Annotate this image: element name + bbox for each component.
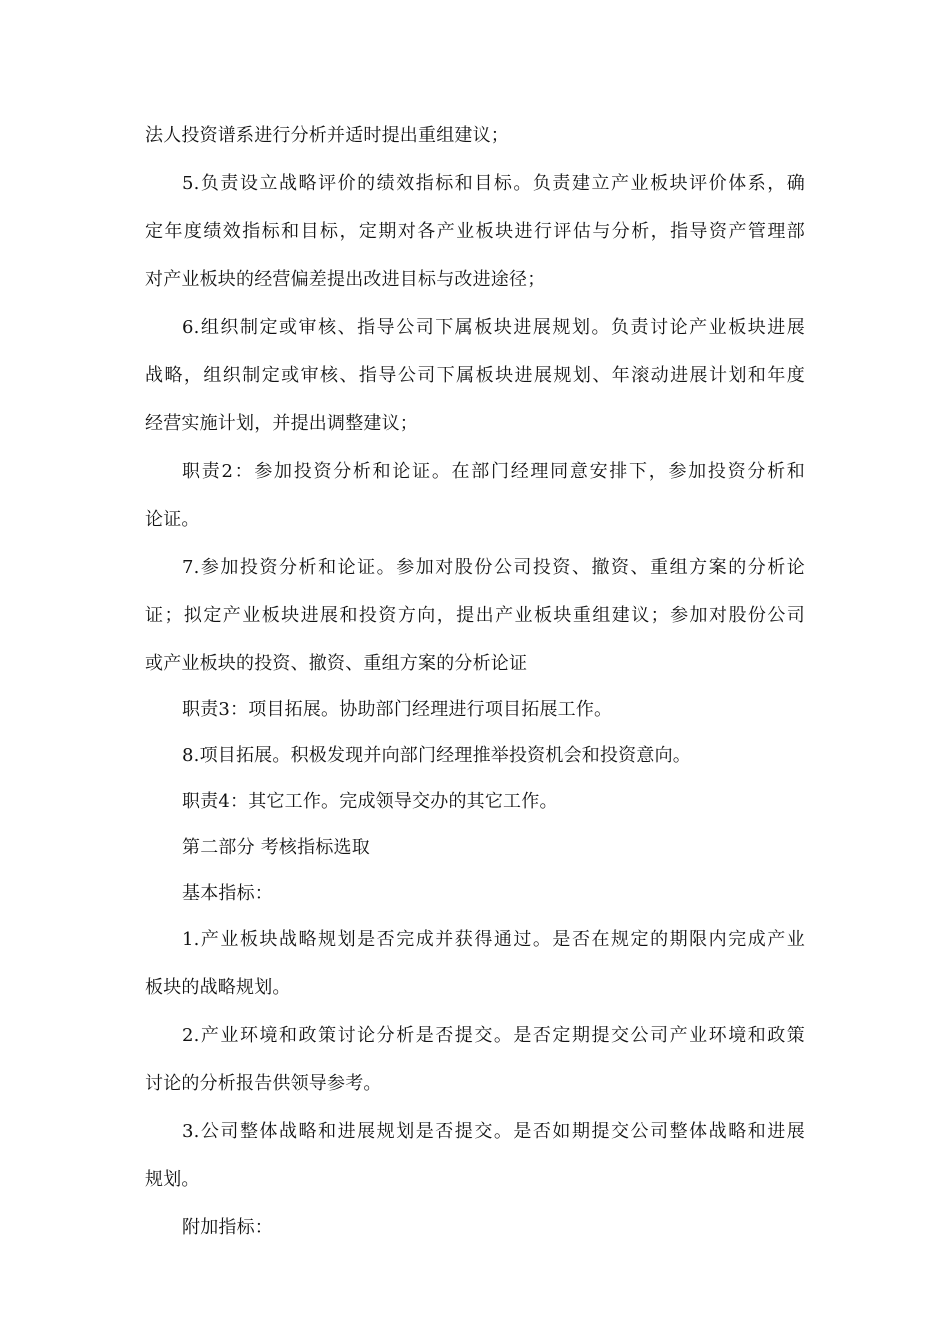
paragraph-line: 经营实施计划，并提出调整建议；: [145, 413, 418, 434]
paragraph-line: 讨论的分析报告供领导参考。: [145, 1073, 382, 1094]
paragraph-line: 5.负责设立战略评价的绩效指标和目标。负责建立产业板块评价体系，确: [182, 173, 805, 194]
paragraph-line: 定年度绩效指标和目标，定期对各产业板块进行评估与分析，指导资产管理部: [145, 221, 805, 242]
paragraph-line: 6.组织制定或审核、指导公司下属板块进展规划。负责讨论产业板块进展: [182, 317, 805, 338]
paragraph-line: 职责4：其它工作。完成领导交办的其它工作。: [182, 791, 558, 812]
subheading: 基本指标：: [182, 883, 273, 904]
paragraph-line: 职责3：项目拓展。协助部门经理进行项目拓展工作。: [182, 699, 613, 720]
paragraph-line: 证；拟定产业板块进展和投资方向，提出产业板块重组建议；参加对股份公司: [145, 605, 805, 626]
paragraph-line: 职责2：参加投资分析和论证。在部门经理同意安排下，参加投资分析和: [182, 461, 805, 482]
paragraph-line: 2.产业环境和政策讨论分析是否提交。是否定期提交公司产业环境和政策: [182, 1025, 805, 1046]
paragraph-line: 1.产业板块战略规划是否完成并获得通过。是否在规定的期限内完成产业: [182, 929, 805, 950]
paragraph-line: 规划。: [145, 1169, 200, 1190]
paragraph-line: 或产业板块的投资、撤资、重组方案的分析论证: [145, 653, 528, 674]
paragraph-line: 板块的战略规划。: [145, 977, 291, 998]
subheading: 附加指标：: [182, 1217, 273, 1238]
paragraph-line: 战略，组织制定或审核、指导公司下属板块进展规划、年滚动进展计划和年度: [145, 365, 805, 386]
paragraph-line: 法人投资谱系进行分析并适时提出重组建议；: [145, 125, 509, 146]
paragraph-line: 3.公司整体战略和进展规划是否提交。是否如期提交公司整体战略和进展: [182, 1121, 805, 1142]
paragraph-line: 论证。: [145, 509, 200, 530]
section-heading: 第二部分 考核指标选取: [182, 837, 370, 858]
paragraph-line: 8.项目拓展。积极发现并向部门经理推举投资机会和投资意向。: [182, 745, 691, 766]
paragraph-line: 7.参加投资分析和论证。参加对股份公司投资、撤资、重组方案的分析论: [182, 557, 805, 578]
paragraph-line: 对产业板块的经营偏差提出改进目标与改进途径；: [145, 269, 546, 290]
